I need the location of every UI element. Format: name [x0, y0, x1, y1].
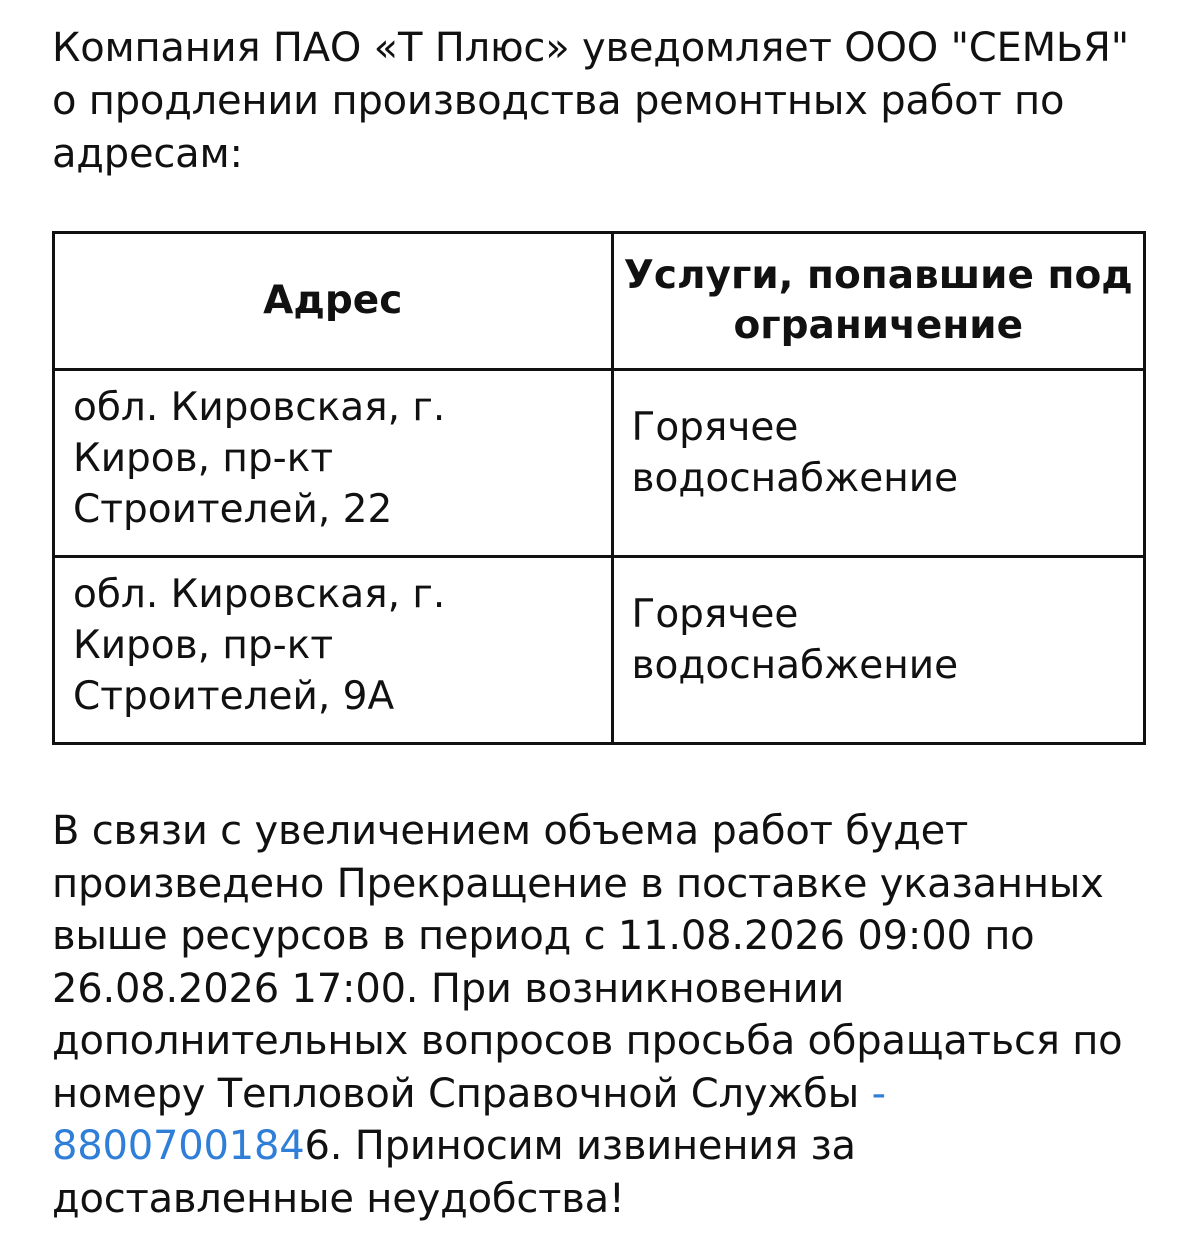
address-text: обл. Кировская, г. Киров, пр-кт Строителей, 9А	[73, 571, 446, 719]
address-cell	[54, 557, 613, 744]
header-services: Услуги, попавшие под ограничение	[612, 233, 1144, 370]
phone-number-link[interactable]: - 8800700184	[52, 1070, 886, 1169]
service-cell	[612, 370, 1144, 557]
table-row	[54, 557, 1145, 744]
intro-text: Компания ПАО «Т Плюс» уведомляет ООО "СЕМЬЯ" о продлении производства ремонтных работ по адресам:	[52, 25, 1129, 177]
address-cell	[54, 370, 613, 557]
header-address: Адрес	[54, 233, 613, 370]
service-text: Горячее водоснабжение	[631, 592, 959, 688]
service-cell	[612, 557, 1144, 744]
table-row	[54, 370, 1145, 557]
outro-text-before-link: В связи с увеличением объема работ будет произведено Прекращение в поставке указанных выше ресурсов в период с 11.08.2026 09:00 по 26.08.2026 17:00. При возникновении дополнительных вопросов просьба обращаться по номеру Тепловой Справочной Службы	[52, 808, 1123, 1117]
outro-text	[52, 805, 1162, 1225]
service-text: Горячее водоснабжение	[631, 405, 959, 501]
address-text: обл. Кировская, г. Киров, пр-кт Строителей, 22	[73, 384, 446, 532]
table-header-row	[54, 233, 1145, 370]
restrictions-table	[52, 231, 1146, 745]
outro-text-after-link: 6. Приносим извинения за доставленные неудобства!	[52, 1123, 856, 1222]
